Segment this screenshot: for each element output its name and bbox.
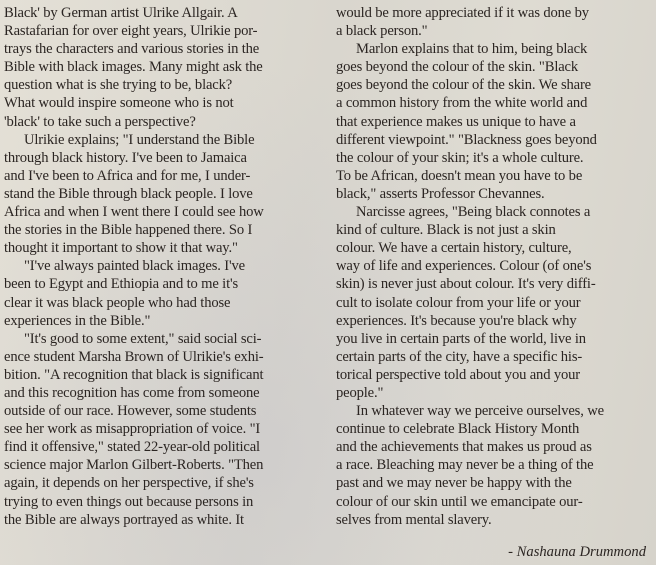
article-left-column <box>4 4 324 529</box>
article-text-line: Black' by German artist Ulrike Allgair. A <box>4 5 238 21</box>
article-text-line: bition. "A recognition that black is significant <box>4 366 264 383</box>
article-text-line: way of life and experiences. Colour (of one's <box>336 258 592 275</box>
article-text-line: different viewpoint." "Blackness goes beyond <box>336 131 597 148</box>
article-text-line: again, it depends on her perspective, if she's <box>4 475 254 492</box>
article-text-line: experiences in the Bible." <box>4 312 151 329</box>
article-text-line: people." <box>336 384 384 401</box>
article-text-line: certain parts of the city, have a specific his- <box>336 348 583 365</box>
article-text-line: and the achievements that makes us proud as <box>336 439 592 456</box>
article-text-line: find it offensive," stated 22-year-old political <box>4 439 260 456</box>
article-text-line: the stories in the Bible happened there. So I <box>4 222 253 239</box>
article-text-line: To be African, doesn't mean you have to be <box>336 167 583 184</box>
article-text-line: "It's good to some extent," said social sci- <box>24 330 262 347</box>
article-text-line: been to Egypt and Ethiopia and to me it's <box>4 276 238 293</box>
article-text-line: black," asserts Professor Chevannes. <box>336 185 545 202</box>
article-text-line: a common history from the white world and <box>336 95 588 112</box>
article-text-line: past and we may never be happy with the <box>336 475 572 492</box>
article-text-line: you live in certain parts of the world, live in <box>336 330 586 347</box>
author-byline: - Nashauna Drummond <box>508 544 646 560</box>
article-text-line: and I've been to Africa and for me, I under- <box>4 167 251 184</box>
article-text-line: kind of culture. Black is not just a skin <box>336 222 556 239</box>
article-text-line: colour of our skin until we emancipate our- <box>336 493 583 510</box>
article-text-line: Ulrikie explains; "I understand the Bible <box>24 131 255 148</box>
article-text-line: the colour of your skin; it's a whole culture. <box>336 149 584 166</box>
article-text-line: continue to celebrate Black History Month <box>336 421 580 438</box>
article-text-line: a race. Bleaching may never be a thing of the <box>336 457 594 474</box>
article-text-line: would be more appreciated if it was done by <box>336 5 589 21</box>
article-text-line: that experience makes us unique to have a <box>336 113 576 130</box>
article-text-line: a black person." <box>336 23 428 40</box>
article-text-line: ence student Marsha Brown of Ulrikie's exhi- <box>4 348 264 365</box>
article-text-line: Marlon explains that to him, being black <box>356 41 588 58</box>
article-text-line: clear it was black people who had those <box>4 294 231 311</box>
article-text-line: through black history. I've been to Jamaica <box>4 149 247 166</box>
article-text-line: the Bible are always portrayed as white. It <box>4 511 244 528</box>
article-text-line: question what is she trying to be, black? <box>4 77 233 94</box>
article-text-line: experiences. It's because you're black why <box>336 312 577 329</box>
article-text-line: Narcisse agrees, "Being black connotes a <box>356 204 591 221</box>
article-text-line: goes beyond the colour of the skin. "Black <box>336 59 579 76</box>
article-text-line: outside of our race. However, some students <box>4 403 257 420</box>
article-text-line: Rastafarian for over eight years, Ulrikie por- <box>4 23 258 40</box>
article-right-column <box>336 4 652 529</box>
article-text-line: colour. We have a certain history, culture, <box>336 240 572 257</box>
article-text-line: What would inspire someone who is not <box>4 95 234 112</box>
article-text-line: thought it important to show it that way." <box>4 240 238 257</box>
article-text-line: see her work as misappropriation of voice. "I <box>4 421 261 438</box>
article-text-line: science major Marlon Gilbert-Roberts. "Then <box>4 457 264 474</box>
article-text-line: and this recognition has come from someone <box>4 384 260 401</box>
article-text-line: In whatever way we perceive ourselves, we <box>356 403 604 420</box>
article-text-line: trays the characters and various stories in the <box>4 41 260 58</box>
article-text-line: Bible with black images. Many might ask the <box>4 59 263 76</box>
article-text-line: selves from mental slavery. <box>336 511 492 528</box>
article-text-line: cult to isolate colour from your life or your <box>336 294 581 311</box>
article-text-line: torical perspective told about you and your <box>336 366 581 383</box>
article-text-line: trying to even things out because persons in <box>4 493 254 510</box>
article-text-line: stand the Bible through black people. I love <box>4 185 253 202</box>
article-text-line: skin) is never just about colour. It's very diffi- <box>336 276 596 293</box>
article-text-line: 'black' to take such a perspective? <box>4 113 196 130</box>
article-text-line: "I've always painted black images. I've <box>24 258 245 275</box>
article-text-line: Africa and when I went there I could see how <box>4 204 264 221</box>
article-text-line: goes beyond the colour of the skin. We share <box>336 77 591 94</box>
